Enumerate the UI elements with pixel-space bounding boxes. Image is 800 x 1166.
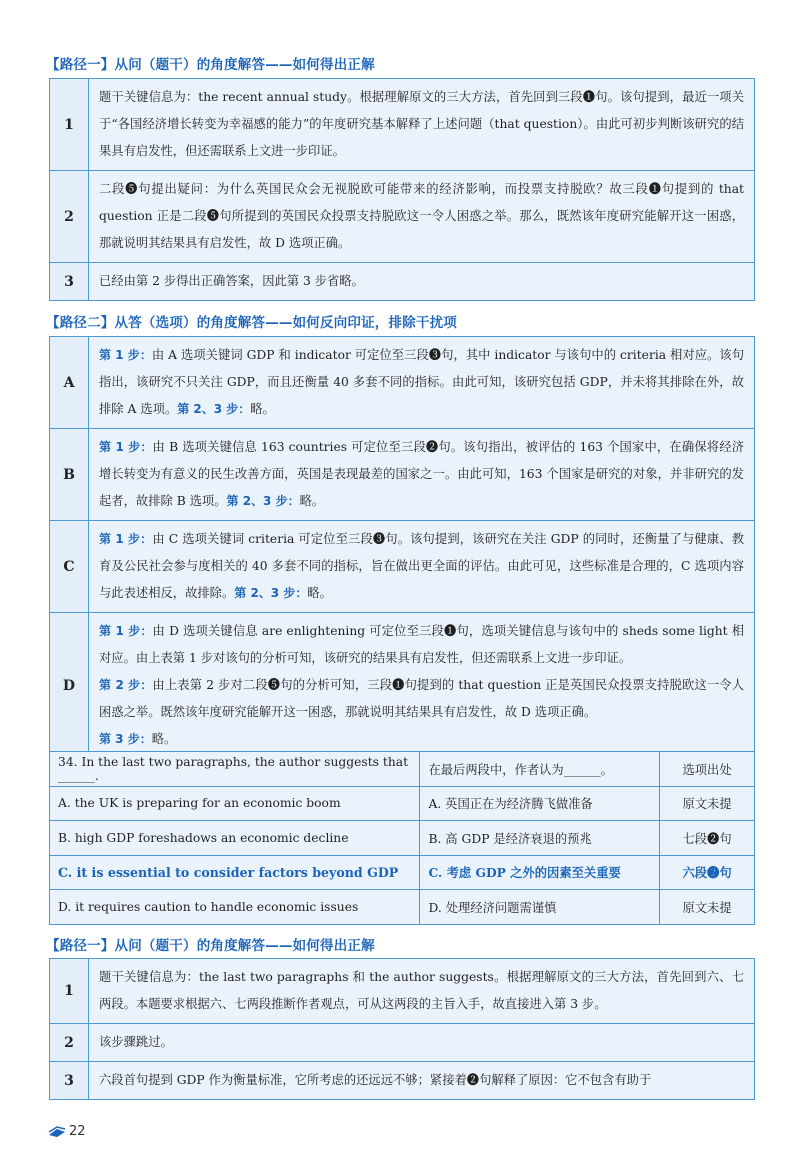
- question-stem-zh: 在最后两段中，作者认为______。: [420, 752, 660, 787]
- route-one-title: 【路径一】从问（题干）的角度解答——如何得出正解: [46, 57, 375, 73]
- option-en: B. high GDP foreshadows an economic decline: [50, 821, 420, 856]
- option-analysis: 第 1 步：由 C 选项关键词 criteria 可定位至三段❸句。该句提到，该研究在关注 GDP 的同时，还衡量了与健康、教育及公民社会参与度相关的 40 多套不同的指标，旨在做出更全面的评估。由此可见，这些标准是合理的，C 选项内容与此表述相反，故排除。第 2、3 步：略。: [89, 521, 755, 613]
- source-header: 选项出处: [660, 752, 755, 787]
- route-two-table: [49, 336, 755, 759]
- step-number: 1: [50, 79, 89, 171]
- option-row: [50, 890, 755, 925]
- route-two-title: 【路径二】从答（选项）的角度解答——如何反向印证，排除干扰项: [46, 315, 457, 331]
- option-zh: A. 英国正在为经济腾飞做准备: [420, 786, 660, 821]
- step-text: 六段首句提到 GDP 作为衡量标准，它所考虑的还远远不够；紧接着❷句解释了原因：它不包含有助于: [89, 1062, 755, 1100]
- table-row: [50, 1024, 755, 1062]
- option-source: 原文未提: [660, 890, 755, 925]
- step-number: 3: [50, 1062, 89, 1100]
- table-row: [50, 613, 755, 759]
- option-letter: B: [50, 429, 89, 521]
- table-row: [50, 1062, 755, 1100]
- option-analysis: 第 1 步：由 B 选项关键信息 163 countries 可定位至三段❷句。该句指出，被评估的 163 个国家中，在确保将经济增长转变为有意义的民生改善方面，英国是表现最差的国家之一。由此可知，163 个国家是研究的对象，并非研究的发起者，故排除 B 选项。第 2、3 步：略。: [89, 429, 755, 521]
- table-row: [50, 263, 755, 301]
- option-letter: A: [50, 337, 89, 429]
- book-icon: [48, 1126, 66, 1138]
- question-header-row: [50, 752, 755, 787]
- route-one-table-q34: [49, 958, 755, 1100]
- option-zh: C. 考虑 GDP 之外的因素至关重要: [420, 855, 660, 890]
- step-text: 题干关键信息为：the last two paragraphs 和 the author suggests。根据理解原文的三大方法，首先回到六、七两段。本题要求根据六、七两段推断作者观点，可从这两段的主旨入手，故直接进入第 3 步。: [89, 959, 755, 1024]
- question-stem-en: 34. In the last two paragraphs, the author suggests that ______.: [50, 752, 420, 787]
- page-number: [48, 1124, 86, 1139]
- step-text: 该步骤跳过。: [89, 1024, 755, 1062]
- step-number: 2: [50, 171, 89, 263]
- option-en: A. the UK is preparing for an economic boom: [50, 786, 420, 821]
- option-zh: D. 处理经济问题需谨慎: [420, 890, 660, 925]
- option-analysis: 第 1 步：由 D 选项关键信息 are enlightening 可定位至三段❶句，选项关键信息与该句中的 sheds some light 相对应。由上表第 1 步对该句的分析可知，该研究的结果具有启发性，但还需联系上文进一步印证。 第 2 步：由上表第 2 步对二段❺句的分析可知，三段❶句提到的 that question 正是英国民众投票支持脱欧这一令人困惑之举。既然该年度研究能解开这一困惑，那就说明其结果具有启发性，故 D 选项正确。 第 3 步：略。: [89, 613, 755, 759]
- table-row: [50, 521, 755, 613]
- table-row: [50, 429, 755, 521]
- table-row: [50, 79, 755, 171]
- option-en: C. it is essential to consider factors beyond GDP: [50, 855, 420, 890]
- table-row: [50, 337, 755, 429]
- table-row: [50, 171, 755, 263]
- option-letter: D: [50, 613, 89, 759]
- route-one-table: [49, 78, 755, 301]
- option-source: 七段❷句: [660, 821, 755, 856]
- option-row: [50, 786, 755, 821]
- step-text: 题干关键信息为：the recent annual study。根据理解原文的三大方法，首先回到三段❶句。该句提到，最近一项关于“各国经济增长转变为幸福感的能力”的年度研究基本解释了上述问题（that question）。由此可初步判断该研究的结果具有启发性，但还需联系上文进一步印证。: [89, 79, 755, 171]
- option-letter: C: [50, 521, 89, 613]
- page-number-text: 22: [69, 1124, 86, 1139]
- option-analysis: 第 1 步：由 A 选项关键词 GDP 和 indicator 可定位至三段❸句，其中 indicator 与该句中的 criteria 相对应。该句指出，该研究不只关注 GDP，而且还衡量 40 多套不同的指标。由此可知，该研究包括 GDP，并未将其排除在外，故排除 A 选项。第 2、3 步：略。: [89, 337, 755, 429]
- step-text: 已经由第 2 步得出正确答案，因此第 3 步省略。: [89, 263, 755, 301]
- question-options-table: [49, 751, 755, 925]
- option-zh: B. 高 GDP 是经济衰退的预兆: [420, 821, 660, 856]
- step-number: 2: [50, 1024, 89, 1062]
- table-row: [50, 959, 755, 1024]
- option-source: 六段❷句: [660, 855, 755, 890]
- option-en: D. it requires caution to handle economic issues: [50, 890, 420, 925]
- step-text: 二段❺句提出疑问：为什么英国民众会无视脱欧可能带来的经济影响，而投票支持脱欧？故三段❶句提到的 that question 正是二段❺句所提到的英国民众投票支持脱欧这一令人困惑之举。那么，既然该年度研究能解开这一困惑，那就说明其结果具有启发性，故 D 选项正确。: [89, 171, 755, 263]
- option-row-correct: [50, 855, 755, 890]
- option-row: [50, 821, 755, 856]
- step-number: 1: [50, 959, 89, 1024]
- step-number: 3: [50, 263, 89, 301]
- option-source: 原文未提: [660, 786, 755, 821]
- route-one-title-q34: 【路径一】从问（题干）的角度解答——如何得出正解: [46, 938, 375, 954]
